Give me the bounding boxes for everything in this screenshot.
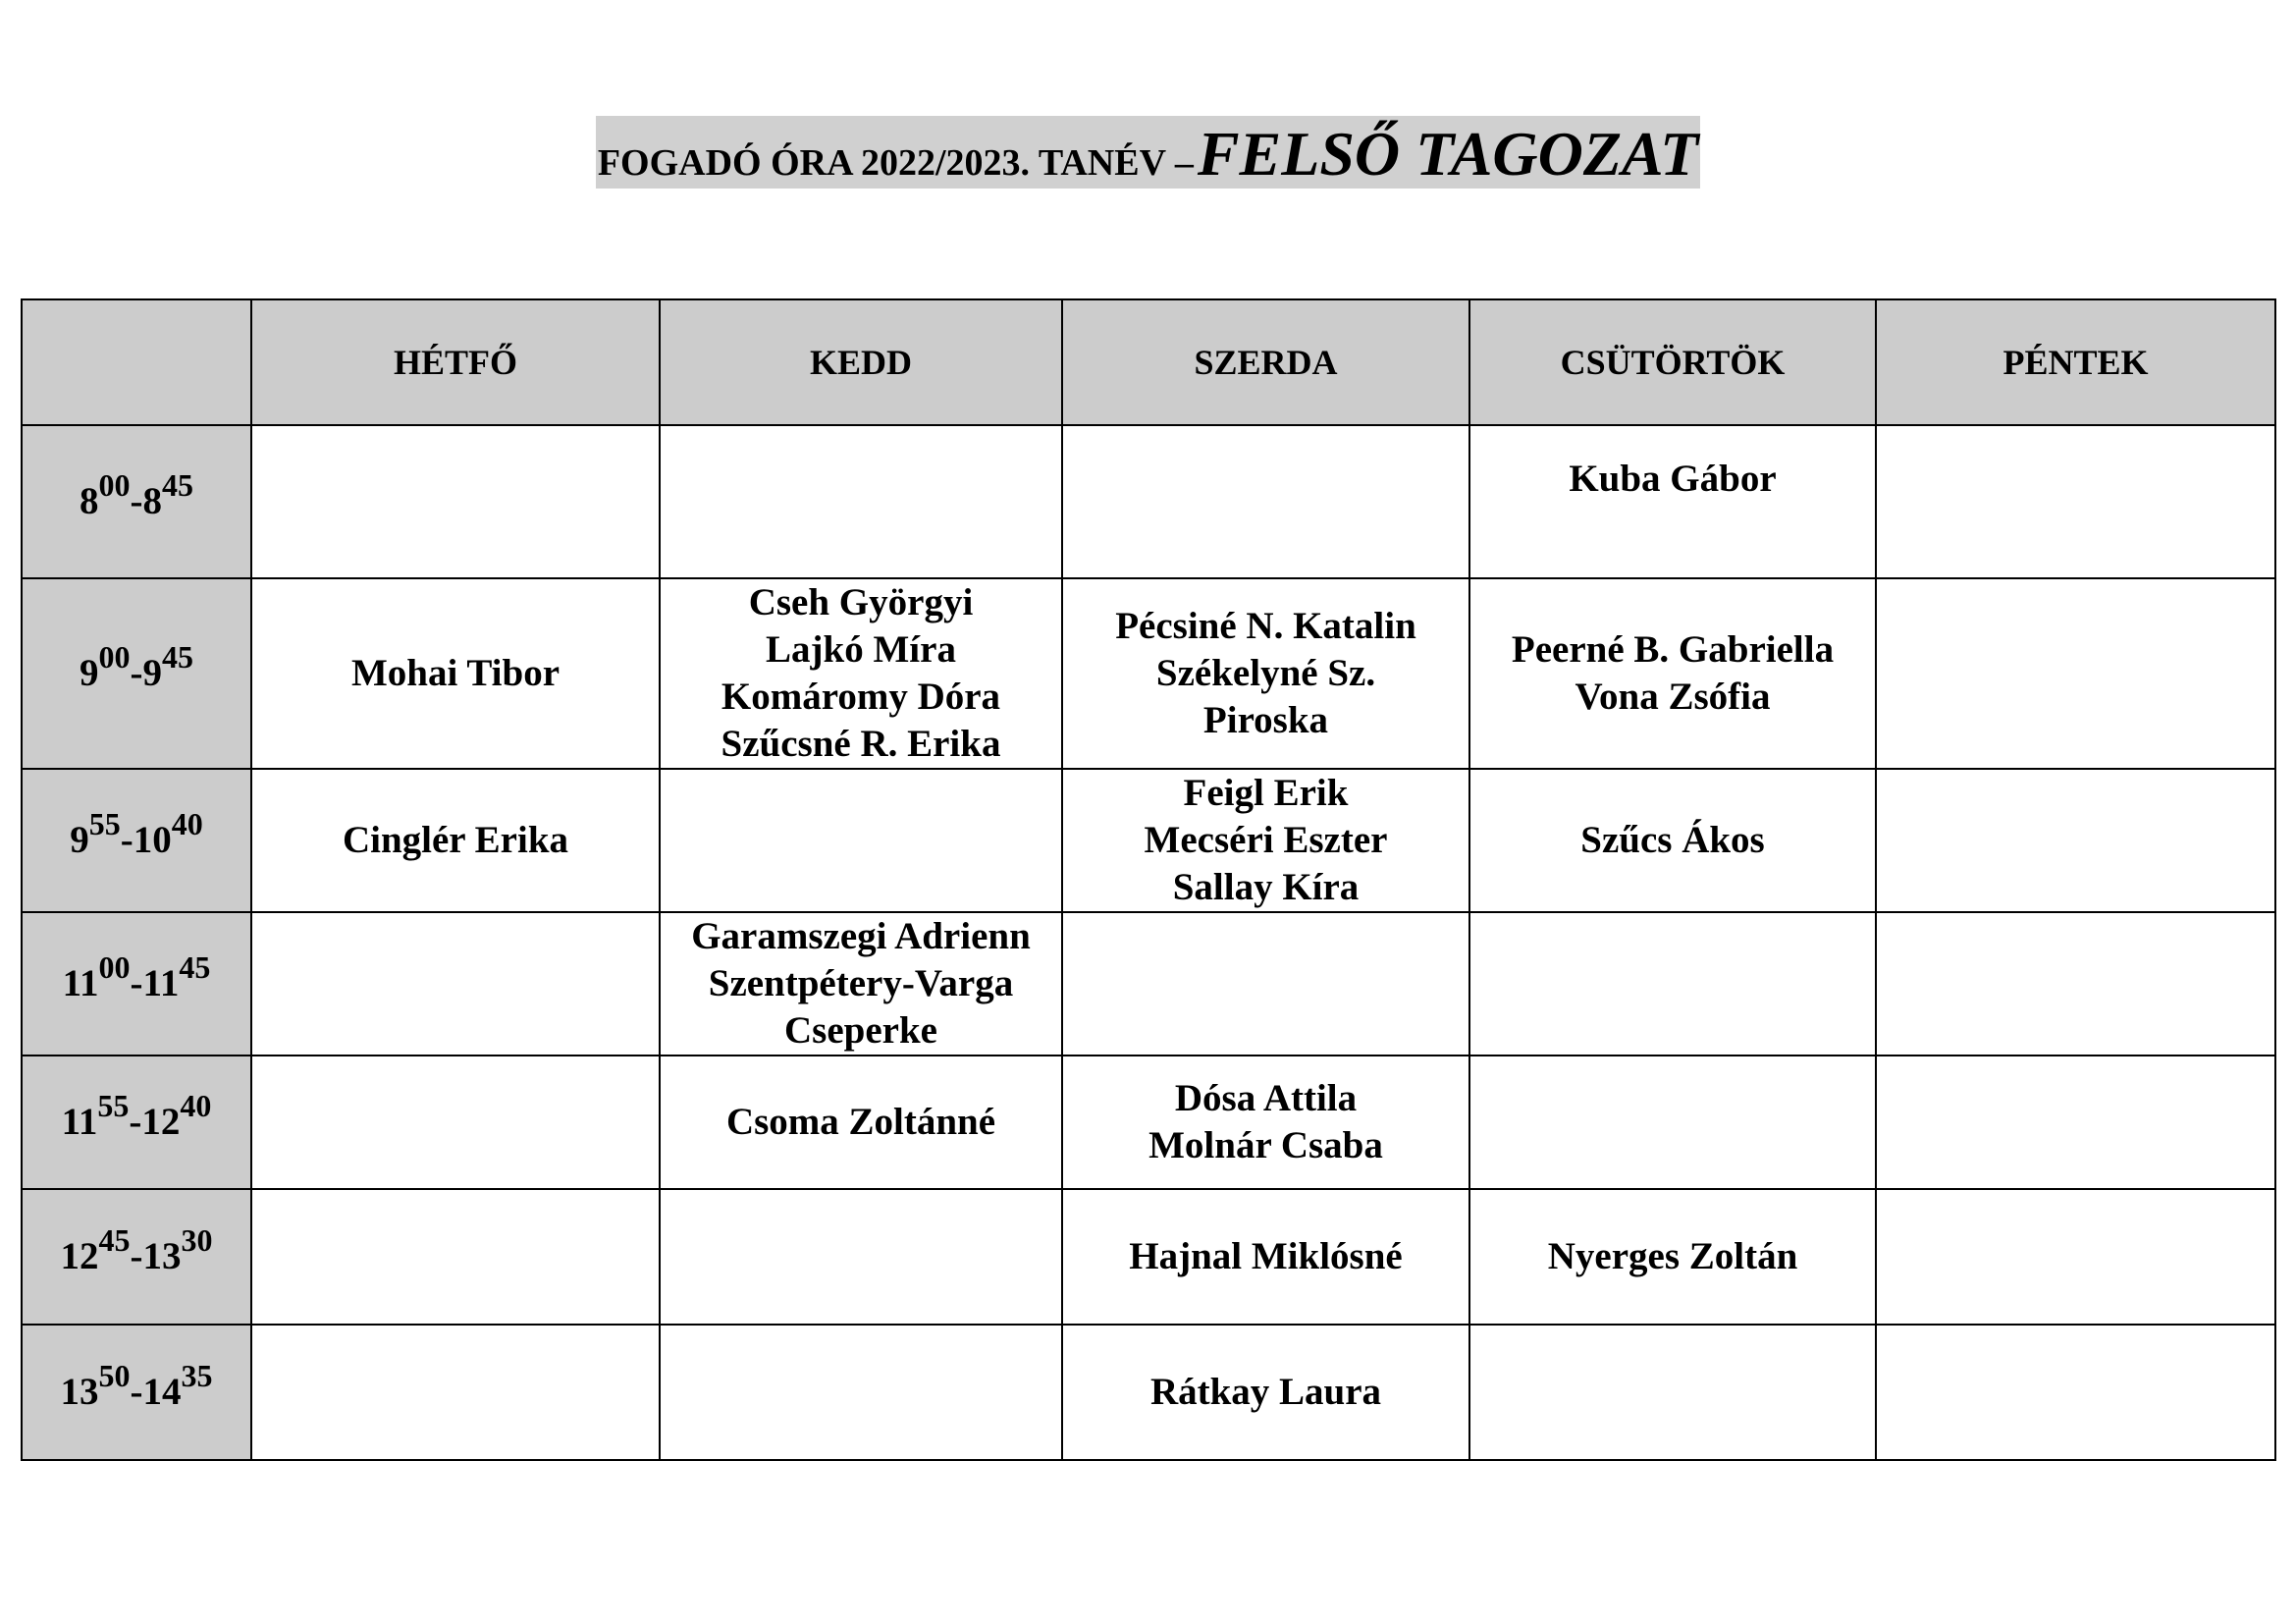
schedule-cell xyxy=(1062,769,1469,912)
time-slot-row xyxy=(22,1056,2275,1189)
time-slot-label: $11^{55}-12^{40}$ xyxy=(22,1056,251,1189)
start-minute: 55 xyxy=(97,1088,130,1123)
time-slot-row xyxy=(22,912,2275,1056)
page-title xyxy=(596,116,1700,189)
schedule-cell xyxy=(660,912,1062,1056)
day-header: CSÜTÖRTÖK xyxy=(1469,299,1876,425)
title-wrap xyxy=(0,116,2296,189)
time-slot-label: $11^{00}-11^{45}$ xyxy=(22,912,251,1056)
start-hour: 11 xyxy=(61,1101,98,1143)
teacher-name: Cseh Györgyi xyxy=(748,581,974,623)
header-row xyxy=(22,299,2275,425)
end-minute: 35 xyxy=(181,1358,213,1393)
schedule-cell xyxy=(1469,769,1876,912)
start-minute: 00 xyxy=(98,467,131,503)
time-slot-row xyxy=(22,769,2275,912)
page-title-main: FOGADÓ ÓRA 2022/2023. TANÉV – xyxy=(597,142,1194,184)
schedule-cell xyxy=(1469,578,1876,769)
teacher-name: Piroska xyxy=(1202,699,1329,741)
teacher-name: Szentpétery-Varga xyxy=(708,962,1014,1004)
schedule-cell xyxy=(1062,425,1469,578)
schedule-cell xyxy=(1469,1189,1876,1325)
teacher-name: Dósa Attila xyxy=(1174,1077,1358,1119)
teacher-name: Hajnal Miklósné xyxy=(1129,1235,1403,1277)
end-minute: 45 xyxy=(179,949,211,985)
schedule-body xyxy=(22,425,2275,1460)
teacher-name: Kuba Gábor xyxy=(1569,458,1777,500)
start-minute: 00 xyxy=(98,949,131,985)
teacher-name: Pécsiné N. Katalin xyxy=(1115,605,1416,647)
corner-cell xyxy=(22,299,251,425)
time-slot-row xyxy=(22,1325,2275,1460)
day-header: SZERDA xyxy=(1062,299,1469,425)
schedule-cell xyxy=(1062,578,1469,769)
teacher-name: Csoma Zoltánné xyxy=(725,1101,996,1143)
start-hour: 9 xyxy=(80,652,99,694)
teacher-name: Mohai Tibor xyxy=(350,652,561,694)
end-hour: 10 xyxy=(133,819,172,861)
teacher-name: Cseperke xyxy=(784,1009,937,1052)
time-slot-row xyxy=(22,1189,2275,1325)
end-hour: 11 xyxy=(142,962,180,1004)
time-slot-label: $9^{00}-9^{45}$ xyxy=(22,578,251,769)
start-hour: 8 xyxy=(80,480,99,522)
end-minute: 30 xyxy=(181,1222,213,1258)
schedule-cell xyxy=(1469,425,1876,578)
office-hours-table xyxy=(21,298,2276,1461)
schedule-cell xyxy=(660,425,1062,578)
schedule-cell xyxy=(251,425,660,578)
teacher-name: Sallay Kíra xyxy=(1172,866,1360,908)
time-slot-label: $13^{50}-14^{35}$ xyxy=(22,1325,251,1460)
end-minute: 45 xyxy=(162,639,193,675)
schedule-cell xyxy=(1062,1189,1469,1325)
start-minute: 55 xyxy=(88,806,121,841)
schedule-cell xyxy=(251,1056,660,1189)
teacher-name: Mecséri Eszter xyxy=(1144,819,1388,861)
end-hour: 8 xyxy=(142,480,162,522)
teacher-name: Szűcs Ákos xyxy=(1580,819,1765,861)
schedule-cell xyxy=(660,1189,1062,1325)
end-minute: 45 xyxy=(162,467,193,503)
teacher-name: Feigl Erik xyxy=(1183,772,1349,814)
end-hour: 12 xyxy=(141,1101,181,1143)
day-header: HÉTFŐ xyxy=(251,299,660,425)
schedule-cell xyxy=(1469,1056,1876,1189)
time-slot-label: $12^{45}-13^{30}$ xyxy=(22,1189,251,1325)
schedule-cell xyxy=(1876,1325,2275,1460)
day-header: PÉNTEK xyxy=(1876,299,2275,425)
end-minute: 40 xyxy=(171,806,203,841)
schedule-cell xyxy=(1876,1189,2275,1325)
schedule-cell xyxy=(1062,912,1469,1056)
schedule-cell xyxy=(251,769,660,912)
time-slot-row xyxy=(22,578,2275,769)
start-hour: 12 xyxy=(60,1235,99,1277)
schedule-cell xyxy=(660,1325,1062,1460)
schedule-cell xyxy=(660,578,1062,769)
teacher-name: Molnár Csaba xyxy=(1148,1124,1383,1166)
time-slot-label: $8^{00}-8^{45}$ xyxy=(22,425,251,578)
end-hour: 14 xyxy=(142,1371,182,1413)
schedule-cell xyxy=(251,912,660,1056)
teacher-name: Komáromy Dóra xyxy=(721,676,1001,718)
teacher-name: Garamszegi Adrienn xyxy=(691,915,1031,957)
start-hour: 9 xyxy=(70,819,89,861)
schedule-cell xyxy=(1469,1325,1876,1460)
teacher-name: Székelyné Sz. xyxy=(1155,652,1376,694)
teacher-name: Vona Zsófia xyxy=(1575,676,1771,718)
teacher-name: Nyerges Zoltán xyxy=(1547,1235,1798,1277)
time-slot-row xyxy=(22,425,2275,578)
end-hour: 13 xyxy=(142,1235,182,1277)
end-minute: 40 xyxy=(180,1088,212,1123)
start-minute: 45 xyxy=(98,1222,131,1258)
start-hour: 13 xyxy=(60,1371,99,1413)
schedule-cell xyxy=(1876,1056,2275,1189)
teacher-name: Rátkay Laura xyxy=(1149,1371,1382,1413)
schedule-cell xyxy=(1469,912,1876,1056)
teacher-name: Peerné B. Gabriella xyxy=(1511,628,1835,671)
schedule-cell xyxy=(660,769,1062,912)
end-hour: 9 xyxy=(142,652,162,694)
schedule-cell xyxy=(251,1325,660,1460)
schedule-cell xyxy=(660,1056,1062,1189)
schedule-cell xyxy=(1062,1325,1469,1460)
teacher-name: Lajkó Míra xyxy=(766,628,956,671)
day-header: KEDD xyxy=(660,299,1062,425)
page-title-emphasis: FELSŐ TAGOZAT xyxy=(1197,119,1699,189)
teacher-name: Cinglér Erika xyxy=(342,819,569,861)
schedule-cell xyxy=(1876,578,2275,769)
schedule-cell xyxy=(1062,1056,1469,1189)
schedule-cell xyxy=(251,1189,660,1325)
start-minute: 00 xyxy=(98,639,131,675)
teacher-name: Szűcsné R. Erika xyxy=(721,723,1001,765)
schedule-cell xyxy=(1876,912,2275,1056)
schedule-cell xyxy=(1876,425,2275,578)
schedule-cell xyxy=(251,578,660,769)
start-hour: 11 xyxy=(62,962,99,1004)
schedule-cell xyxy=(1876,769,2275,912)
start-minute: 50 xyxy=(98,1358,131,1393)
time-slot-label: $9^{55}-10^{40}$ xyxy=(22,769,251,912)
